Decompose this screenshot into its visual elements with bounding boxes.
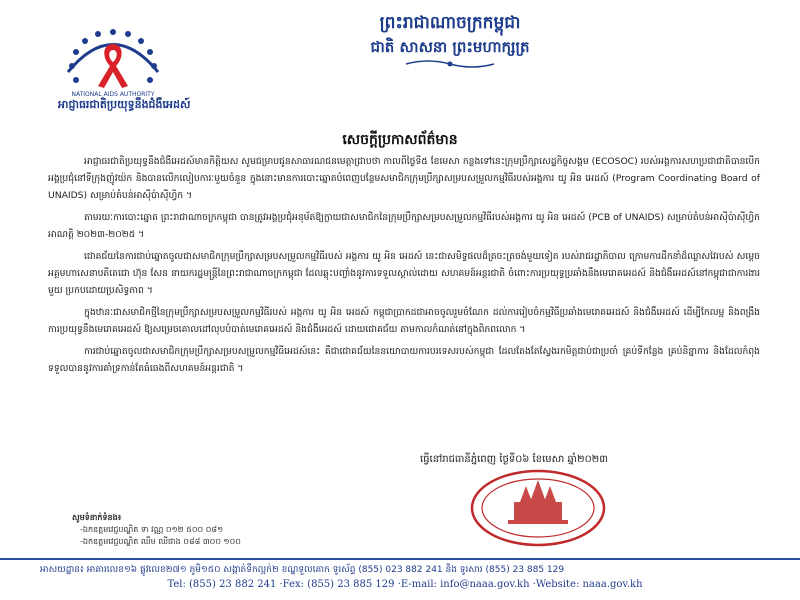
contact-list [72, 512, 241, 548]
kingdom-title: ព្រះរាជាណាចក្រកម្ពុជា [379, 13, 521, 33]
document-title: សេចក្តីប្រកាសព័ត៌មាន [342, 132, 458, 148]
paragraph: ក្នុងឋានៈជាសមាជិកថ្មីនៃក្រុមប្រឹក្សាសម្របសម្រួលកម្មវិធីរបស់ អង្គការ យូ អិន អេដស៍ កម្ពុជាប្រាកដជាអាចចូលរួមចំណែក ដល់ការរៀបចំកម្មវិធីប្រឆាំងមេរោគអេដស៍ និងជំងឺអេដស៍ ដើម្បីកែលម្អ និងពង្រឹងការប្រយុទ្ធនឹងមេរោគអេដស៍ ឱ្យសម្រេចគោលដៅលុបបំបាត់មេរោគអេដស៍ និងជំងឺអេដស៍ ដោយជោគជ័យ តាមកាលកំណត់នៅក្នុងពិភពលោក ។ [48, 307, 760, 335]
paragraph: ជោគជ័យនៃការជាប់ឆ្នោតចូលជាសមាជិកក្រុមប្រឹក្សាសម្របសម្រួលកម្មវិធីរបស់ អង្គការ យូ អិន អេដស៍ នេះជាសមិទ្ធផលដ៏ត្រចះត្រចង់មួយទៀត របស់រាជរដ្ឋាភិបាល ក្រោមការដឹកនាំដ៏ឈ្លាសវៃរបស់ សម្តេចអគ្គមហាសេនាបតីតេជោ ហ៊ុន សែន នាយករដ្ឋមន្ត្រីនៃព្រះរាជាណាចក្រកម្ពុជា ដែលឆ្លុះបញ្ចាំងនូវការទទួលស្គាល់ដោយ សហគមន៍អន្តរជាតិ ចំពោះការប្រយុទ្ធប្រឆាំងនឹងមេរោគអេដស៍ និងជំងឺអេដស៍នៅកម្ពុជាជាការងារមួយ ប្រកបដោយប្រសិទ្ធភាព ។ [48, 251, 760, 296]
national-motto: ជាតិ សាសនា ព្រះមហាក្សត្រ [370, 38, 530, 56]
contact-item: -ឯកឧត្តមវេជ្ជបណ្ឌិត ទា វណ្ណ ០១២ ៥០០ ០៨១ [80, 525, 224, 534]
footer-address: អាសយដ្ឋាន៖ អាគារលេខ១៦ ផ្លូវលេខ២៧១ ភូមិ១៥០ សង្កាត់ទឹកល្អក់២ ខណ្ឌទួលគោក ទូរស័ព្ទ (855) 023 882 241 និង ទូរសារ (855) 23 885 129 [40, 565, 565, 575]
logo-text: NATIONAL AIDS AUTHORITY [71, 91, 155, 98]
paragraph: អាជ្ញាធរជាតិប្រយុទ្ធនឹងជំងឺអេដស៍មានកិត្តិយស សូមជម្រាបជូនសាធារណជនមេត្តាជ្រាបថា កាលពីថ្ងៃទី៥ ខែមេសា កន្លងទៅនេះក្រុមប្រឹក្សាសេដ្ឋកិច្ចសង្គម (ECOSOC) របស់អង្គការសហប្រជាជាតិបានបើកអង្គប្រជុំនៅទីក្រុងញ៉ូវយ៉ក និងបានលើកលៀបការៈមួយចំនួន ក្នុងនោះមានការបោះឆ្នោតបំពេញបន្ថែមសមាជិកក្រុមប្រឹក្សាសម្របសម្រួលកម្មវិធីរបស់អង្គការ យូ អិន អេដស៍ (Program Coordinating Board of UNAIDS) សម្រាប់តំបន់អាស៊ីប៉ាស៊ីហ្វិក ។ [48, 156, 760, 201]
contact-heading: សូមទំនាក់ទំនង៖ [72, 513, 122, 522]
contact-item: -ឯកឧត្តមវេជ្ជបណ្ឌិត ឈឹម ឈីផាង ០៨៨ ៣០០ ១០០ [80, 537, 241, 546]
footer-divider [0, 558, 800, 560]
org-name: អាជ្ញាធរជាតិប្រយុទ្ធនឹងជំងឺអេដស៍ [58, 98, 191, 111]
footer-contact: Tel: (855) 23 882 241 ·Fex: (855) 23 885 129 ·E-mail: info@naaa.gov.kh ·Website: naaa.gov.kh [167, 579, 643, 590]
paragraph: ការជាប់ឆ្នោតចូលជាសមាជិកក្រុមប្រឹក្សាសម្របសម្រួលកម្មវិធីអេដស៍នេះ គឺជាជោគជ័យនៃនយោបាយការបរទេសរបស់កម្ពុជា ដែលតែងតែស្វែងរកមិត្តជាប់ជាប្រចាំ គ្រប់ទីកន្លែង គ្រប់និន្នាការ និងដែលកំពុងទទួលបាននូវការគាំទ្រកាន់តែធំធេងពីសហគមន៍អន្តរជាតិ ។ [48, 346, 760, 374]
official-seal-icon [468, 468, 608, 548]
issue-date: ធ្វើនៅរាជធានីភ្នំពេញ ថ្ងៃទី០៦ ខែមេសា ឆ្នាំ២០២៣ [420, 454, 608, 465]
divider-flourish-icon [404, 58, 496, 70]
paragraph: តាមរយៈការបោះឆ្នោត ព្រះរាជាណាចក្រកម្ពុជា បានត្រូវអង្គប្រជុំអនុម័តឱ្យក្លាយជាសមាជិកនៃក្រុមប្រឹក្សាសម្របសម្រួលកម្មវិធីរបស់អង្គការ យូ អិន អេដស៍ (PCB of UNAIDS) សម្រាប់តំបន់អាស៊ីប៉ាស៊ីហ្វិក អាណត្តិ ២០២៣-២០២៥ ។ [48, 212, 760, 240]
document-body [48, 153, 760, 382]
ribbon-logo-icon [58, 22, 168, 102]
